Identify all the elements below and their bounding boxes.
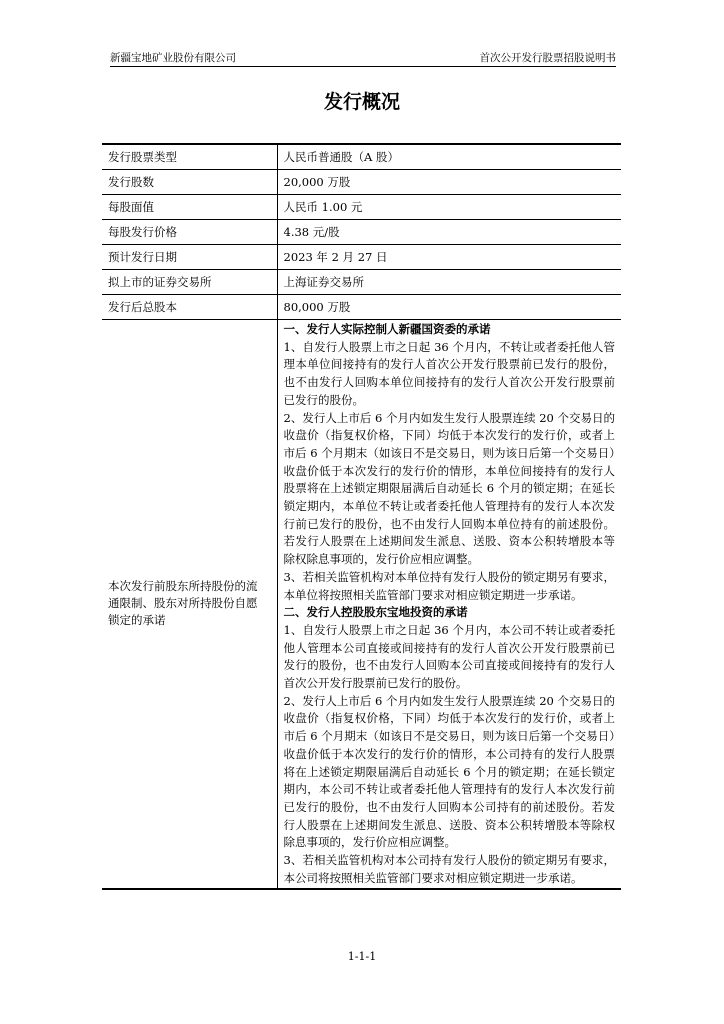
row-value-lockup xyxy=(277,320,621,888)
header-document-title: 首次公开发行股票招股说明书 xyxy=(479,52,616,64)
table-row xyxy=(102,295,621,320)
row-value-stock-type: 人民币普通股（A 股） xyxy=(277,145,621,170)
table-row xyxy=(102,220,621,245)
row-label-total-shares: 发行后总股本 xyxy=(102,295,277,320)
paragraph: 3、若相关监管机构对本公司持有发行人股份的锁定期另有要求，本公司将按照相关监管部门要求对相应锁定期进一步承诺。 xyxy=(283,853,615,885)
table-row xyxy=(102,245,621,270)
table-row xyxy=(102,195,621,220)
page-title: 发行概况 xyxy=(323,91,400,113)
row-value-share-count: 20,000 万股 xyxy=(277,170,621,195)
row-value-par-value: 人民币 1.00 元 xyxy=(277,195,621,220)
row-value-issue-price: 4.38 元/股 xyxy=(277,220,621,245)
row-label-par-value: 每股面值 xyxy=(102,195,277,220)
paragraph: 3、若相关监管机构对本单位持有发行人股份的锁定期另有要求，本单位将按照相关监管部门要求对相应锁定期进一步承诺。 xyxy=(283,569,615,602)
row-label-stock-type: 发行股票类型 xyxy=(102,145,277,170)
page-number: 1-1-1 xyxy=(347,950,377,963)
table-row-lockup xyxy=(102,320,621,888)
section-title-sasac: 一、发行人实际控制人新疆国资委的承诺 xyxy=(283,322,491,336)
paragraph: 2、发行人上市后 6 个月内如发生发行人股票连续 20 个交易日的收盘价（指复权价格，下同）均低于本次发行的发行价，或者上市后 6 个月期末（如该日不是交易日，则为该日后第一个交易日）收盘价低于本次发行的发行价的情形，本公司持有的发行人股票将在上述锁定期限届满后自动延长 6 个月的锁定期；在延长锁定期内，本公司不转让或者委托他人管理持有的发行人本次发行前已发行的股份，也不由发行人回购本公司持有的前述股份。若发行人股票在上述期间发生派息、送股、资本公积转增股本等除权除息事项的，发行价应相应调整。 xyxy=(283,693,615,850)
offering-overview-table xyxy=(102,143,621,890)
table-row xyxy=(102,270,621,295)
paragraph: 2、发行人上市后 6 个月内如发生发行人股票连续 20 个交易日的收盘价（指复权价格，下同）均低于本次发行的发行价，或者上市后 6 个月期末（如该日不是交易日，则为该日后第一个交易日）收盘价低于本次发行的发行价的情形，本单位间接持有的发行人股票将在上述锁定期限届满后自动延长 6 个月的锁定期；在延长锁定期内，本单位不转让或者委托他人管理持有的发行人本次发行前已发行的股份，也不由发行人回购本单位持有的前述股份。若发行人股票在上述期间发生派息、送股、资本公积转增股本等除权除息事项的，发行价应相应调整。 xyxy=(283,410,615,567)
row-label-issue-price: 每股发行价格 xyxy=(102,220,277,245)
paragraph: 1、自发行人股票上市之日起 36 个月内，不转让或者委托他人管理本单位间接持有的发行人首次公开发行股票前已发行的股份，也不由发行人回购本单位间接持有的发行人首次公开发行股票前已发行的股份。 xyxy=(283,339,615,407)
row-label-share-count: 发行股数 xyxy=(102,170,277,195)
page-header xyxy=(110,50,616,67)
section-title-controlling-shareholder: 二、发行人控股股东宝地投资的承诺 xyxy=(283,605,468,620)
row-label-exchange: 拟上市的证券交易所 xyxy=(102,270,277,295)
row-label-lockup: 本次发行前股东所持股份的流通限制、股东对所持股份自愿锁定的承诺 xyxy=(102,320,277,888)
row-label-issue-date: 预计发行日期 xyxy=(102,245,277,270)
table-row xyxy=(102,145,621,170)
row-value-issue-date: 2023 年 2 月 27 日 xyxy=(277,245,621,270)
table-row xyxy=(102,170,621,195)
row-value-exchange: 上海证券交易所 xyxy=(277,270,621,295)
row-value-total-shares: 80,000 万股 xyxy=(277,295,621,320)
header-company-name: 新疆宝地矿业股份有限公司 xyxy=(110,52,236,64)
paragraph: 1、自发行人股票上市之日起 36 个月内，本公司不转让或者委托他人管理本公司直接或间接持有的发行人首次公开发行股票前已发行的股份，也不由发行人回购本公司直接或间接持有的发行人首次公开发行股票前已发行的股份。 xyxy=(283,622,615,691)
